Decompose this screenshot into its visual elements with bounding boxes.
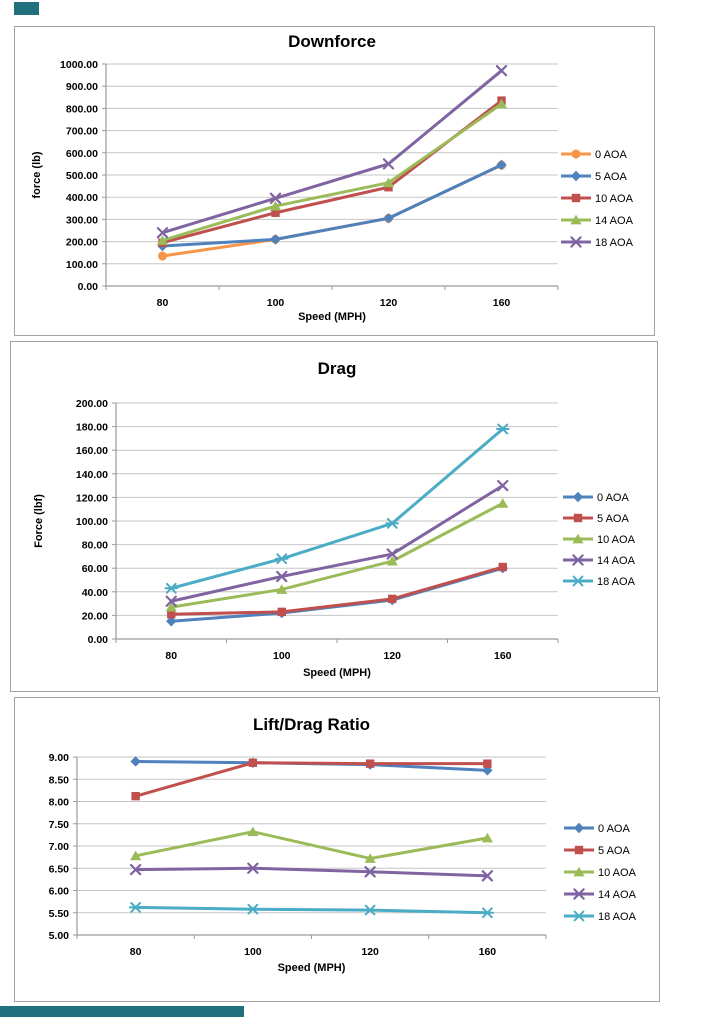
y-tick-label: 160.00 <box>75 445 108 458</box>
legend-label: 18 AOA <box>597 576 635 588</box>
diamond-marker-icon <box>130 756 140 766</box>
y-tick-label: 100.00 <box>65 258 98 271</box>
drag-plot-area <box>11 342 659 693</box>
x-tick-label: 160 <box>493 650 512 662</box>
y-tick-label: 0.00 <box>77 281 98 293</box>
y-tick-label: 800.00 <box>65 103 98 116</box>
downforce-chart-panel[interactable] <box>14 26 655 336</box>
legend-item-14-aoa[interactable] <box>564 889 637 901</box>
square-marker-icon <box>131 792 139 800</box>
window-chrome-fragment-top <box>14 2 39 15</box>
legend-item-18-aoa[interactable] <box>561 237 634 249</box>
y-tick-label: 100.00 <box>75 516 108 528</box>
x-tick-label: 120 <box>361 946 379 958</box>
square-marker-icon <box>278 608 286 616</box>
y-tick-label: 0.00 <box>87 634 108 646</box>
chart-title-drag: Drag <box>317 359 357 378</box>
downforce-plot-area <box>15 27 656 337</box>
square-marker-icon <box>483 759 491 767</box>
y-tick-label: 5.50 <box>48 907 69 920</box>
legend-label: 0 AOA <box>597 492 629 504</box>
y-tick-label: 80.00 <box>81 539 108 552</box>
y-tick-label: 5.00 <box>48 930 69 942</box>
y-tick-label: 9.00 <box>48 752 69 764</box>
series-line-14-aoa <box>136 868 488 876</box>
x-marker-icon <box>498 481 507 490</box>
diamond-marker-icon <box>574 823 584 833</box>
y-tick-label: 500.00 <box>65 170 98 182</box>
diamond-marker-icon <box>571 171 581 181</box>
x-tick-label: 80 <box>156 297 169 309</box>
y-tick-label: 6.50 <box>48 863 69 876</box>
x-tick-label: 80 <box>165 650 178 662</box>
star-marker-icon <box>497 425 509 434</box>
x-axis-title: Speed (MPH) <box>298 311 366 323</box>
legend-item-5-aoa[interactable] <box>564 845 630 857</box>
square-marker-icon <box>575 846 583 854</box>
x-axis-title: Speed (MPH) <box>303 667 371 679</box>
x-tick-label: 120 <box>383 650 402 662</box>
square-marker-icon <box>249 759 257 767</box>
square-marker-icon <box>574 514 582 522</box>
legend-item-18-aoa[interactable] <box>563 576 636 588</box>
series-line-5-aoa <box>163 165 502 246</box>
drag-chart-panel[interactable] <box>10 341 658 692</box>
y-tick-label: 180.00 <box>75 421 108 434</box>
legend-label: 14 AOA <box>597 555 635 567</box>
diamond-marker-icon <box>573 492 583 502</box>
legend-item-0-aoa[interactable] <box>563 492 629 504</box>
x-marker-icon <box>497 66 506 75</box>
y-tick-label: 8.00 <box>48 796 69 809</box>
square-marker-icon <box>366 759 374 767</box>
legend-label: 5 AOA <box>598 845 630 857</box>
y-tick-label: 200.00 <box>75 398 108 410</box>
legend-label: 10 AOA <box>597 534 635 546</box>
y-tick-label: 60.00 <box>81 563 108 576</box>
legend-item-5-aoa[interactable] <box>561 171 627 183</box>
x-tick-label: 80 <box>129 946 142 958</box>
diamond-marker-icon <box>270 234 280 244</box>
y-tick-label: 400.00 <box>65 192 98 205</box>
legend-label: 5 AOA <box>597 513 629 525</box>
square-marker-icon <box>388 595 396 603</box>
y-axis-title: Force (lbf) <box>33 494 45 548</box>
x-tick-label: 100 <box>272 650 291 662</box>
y-axis-title: force (lb) <box>31 151 43 199</box>
series-line-18-aoa <box>136 907 488 912</box>
triangle-marker-icon <box>497 498 508 508</box>
y-tick-label: 300.00 <box>65 214 98 227</box>
circle-marker-icon <box>572 150 581 159</box>
y-tick-label: 7.00 <box>48 841 69 853</box>
y-tick-label: 200.00 <box>65 236 98 249</box>
legend-label: 18 AOA <box>598 911 636 923</box>
chart-title-lift-drag-ratio: Lift/Drag Ratio <box>252 715 371 734</box>
x-tick-label: 120 <box>379 297 398 309</box>
legend-label: 0 AOA <box>595 149 627 161</box>
legend-item-14-aoa[interactable] <box>563 555 636 567</box>
y-tick-label: 700.00 <box>65 125 98 138</box>
series-line-10-aoa <box>163 101 502 243</box>
diamond-marker-icon <box>383 213 393 223</box>
legend-label: 0 AOA <box>598 823 630 835</box>
y-tick-label: 140.00 <box>75 468 108 481</box>
square-marker-icon <box>572 194 580 202</box>
chart-title-downforce: Downforce <box>288 32 376 51</box>
star-marker-icon <box>386 519 398 528</box>
y-tick-label: 20.00 <box>81 610 108 623</box>
x-tick-label: 100 <box>266 297 285 309</box>
diamond-marker-icon <box>496 160 506 170</box>
y-tick-label: 8.50 <box>48 774 69 787</box>
window-chrome-fragment-bottom <box>0 1006 244 1017</box>
legend-item-10-aoa[interactable] <box>563 534 636 546</box>
series-line-18-aoa <box>163 71 502 233</box>
legend-label: 18 AOA <box>595 237 633 249</box>
x-axis-title: Speed (MPH) <box>277 962 346 974</box>
legend-label: 14 AOA <box>598 889 636 901</box>
x-tick-label: 100 <box>244 946 262 958</box>
circle-marker-icon <box>158 252 167 261</box>
square-marker-icon <box>499 563 507 571</box>
y-tick-label: 120.00 <box>75 492 108 505</box>
lift-drag-ratio-chart-panel[interactable] <box>14 697 660 1002</box>
y-tick-label: 600.00 <box>65 147 98 160</box>
legend-item-10-aoa[interactable] <box>564 867 637 879</box>
legend-item-5-aoa[interactable] <box>563 513 629 525</box>
legend-item-0-aoa[interactable] <box>561 149 627 161</box>
series-line-10-aoa <box>136 832 488 859</box>
star-marker-icon <box>572 577 584 586</box>
legend-label: 14 AOA <box>595 215 633 227</box>
star-marker-icon <box>130 903 142 912</box>
star-marker-icon <box>276 554 288 563</box>
legend-item-10-aoa[interactable] <box>561 193 634 205</box>
y-tick-label: 40.00 <box>81 586 108 599</box>
legend-item-18-aoa[interactable] <box>564 911 637 923</box>
legend-item-14-aoa[interactable] <box>561 215 634 227</box>
legend-label: 5 AOA <box>595 171 627 183</box>
y-tick-label: 900.00 <box>65 81 98 94</box>
legend-item-0-aoa[interactable] <box>564 823 630 835</box>
y-tick-label: 6.00 <box>48 885 69 898</box>
y-tick-label: 1000.00 <box>60 59 98 71</box>
legend-label: 10 AOA <box>598 867 636 879</box>
legend-label: 10 AOA <box>595 193 633 205</box>
x-tick-label: 160 <box>478 946 497 958</box>
y-tick-label: 7.50 <box>48 818 69 831</box>
x-tick-label: 160 <box>492 297 511 309</box>
series-line-14-aoa <box>163 104 502 241</box>
lift-drag-ratio-plot-area <box>15 698 661 1003</box>
star-marker-icon <box>482 908 494 917</box>
star-marker-icon <box>573 912 585 921</box>
